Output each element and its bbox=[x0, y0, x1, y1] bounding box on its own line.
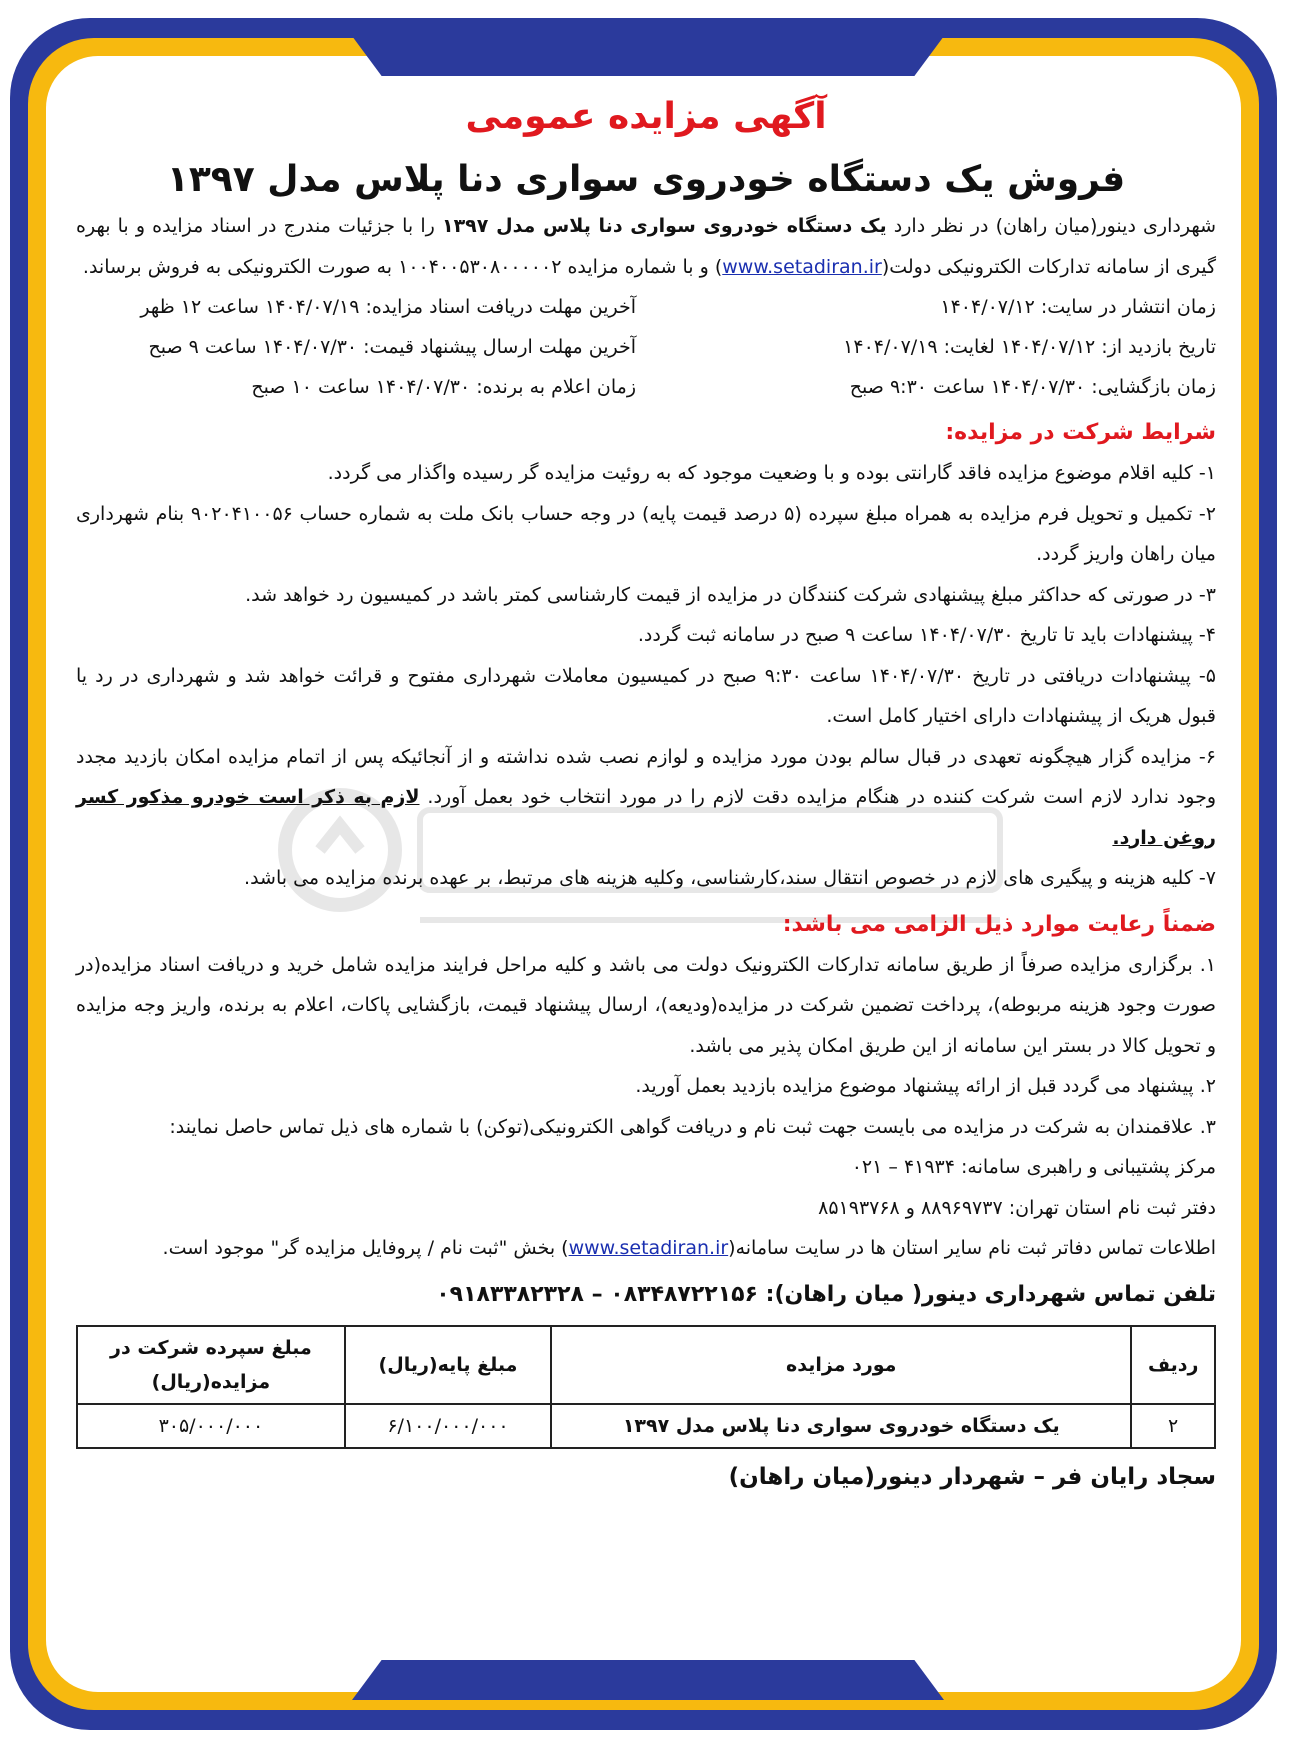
condition-6-text: ۶- مزایده گزار هیچگونه تعهدی در قبال سالم بودن مورد مزایده و لوازم نصب شده نداشته و از آنجائیکه پس از اتمام مزایده امکان بازدید مجدد وجود ندارد لازم است شرکت کننده در هنگام مزایده دقت لازم را در مورد انتخاب خود بعمل آورد. bbox=[76, 745, 1216, 808]
cell-deposit: ۳۰۵/۰۰۰/۰۰۰ bbox=[77, 1404, 345, 1448]
header-row-number: ردیف bbox=[1131, 1326, 1215, 1404]
table-row bbox=[77, 1404, 1215, 1448]
cell-base-price: ۶/۱۰۰/۰۰۰/۰۰۰ bbox=[345, 1404, 551, 1448]
notes-heading: ضمناً رعایت موارد ذیل الزامی می باشد: bbox=[782, 911, 1216, 937]
intro-item: یک دستگاه خودروی سواری دنا پلاس مدل ۱۳۹۷ bbox=[441, 215, 887, 237]
condition-7: ۷- کلیه هزینه و پیگیری های لازم در خصوص انتقال سند،کارشناسی، وکلیه هزینه های مرتبط، بر عهده برنده مزایده می باشد. bbox=[244, 867, 1216, 889]
intro-text-2: را با جزئیات مندرج در اسناد مزایده و با بهره گیری از سامانه تدارکات الکترونیکی دولت( bbox=[76, 215, 1216, 278]
other-provinces bbox=[76, 1228, 1216, 1269]
header-item: مورد مزایده bbox=[551, 1326, 1131, 1404]
other-text-1: اطلاعات تماس دفاتر ثبت نام سایر استان ها در سایت سامانه( bbox=[728, 1237, 1216, 1259]
note-2: ۲. پیشنهاد می گردد قبل از ارائه پیشنهاد موضوع مزایده بازدید بعمل آورید. bbox=[635, 1075, 1216, 1097]
note-1: ۱. برگزاری مزایده صرفاً از طریق سامانه تدارکات الکترونیک دولت می باشد و کلیه مراحل فرایند مزایده شامل خرید و دریافت اسناد مزایده(در صورت وجود هزینه مربوطه)، پرداخت تضمین شرکت در مزایده(ودیعه)، ارسال پیشنهاد قیمت، بازگشایی پاکات، اعلام به برنده، واریز وجه مزایده و تحویل کالا در بستر این سامانه از این طریق امکان پذیر می باشد. bbox=[76, 953, 1216, 1057]
table-header-row bbox=[77, 1326, 1215, 1404]
visit-dates: تاریخ بازدید از: ۱۴۰۴/۰۷/۱۲ لغایت: ۱۴۰۴/۰۷/۱۹ bbox=[843, 336, 1216, 358]
condition-2: ۲- تکمیل و تحویل فرم مزایده به همراه مبلغ سپرده (۵ درصد قیمت پایه) در وجه حساب بانک ملت به شماره حساب ۹۰۲۰۴۱۰۰۵۶ بنام شهرداری میان راهان واریز گردد. bbox=[76, 502, 1216, 565]
condition-3: ۳- در صورتی که حداکثر مبلغ پیشنهادی شرکت کنندگان در مزایده از قیمت کارشناسی کمتر باشد در کمیسیون رد خواهد شد. bbox=[245, 583, 1216, 606]
auction-table bbox=[76, 1325, 1216, 1449]
condition-6 bbox=[76, 737, 1216, 859]
page-title: آگهی مزایده عمومی bbox=[465, 96, 827, 137]
docs-deadline: آخرین مهلت دریافت اسناد مزایده: ۱۴۰۴/۰۷/۱۹ ساعت ۱۲ ظهر bbox=[140, 296, 636, 318]
contact-phone: تلفن تماس شهرداری دینور( میان راهان): ۰۸۳۴۸۷۲۲۱۵۶ – ۰۹۱۸۳۳۸۲۳۲۸ bbox=[436, 1281, 1216, 1307]
frame-top-tab bbox=[352, 36, 944, 76]
intro-text-1: شهرداری دینور(میان راهان) در نظر دارد bbox=[886, 215, 1216, 237]
note-3: ۳. علاقمندان به شرکت در مزایده می بایست جهت ثبت نام و دریافت گواهی الکترونیکی(توکن) با شماره های ذیل تماس حاصل نمایند: bbox=[169, 1115, 1216, 1138]
publish-date: زمان انتشار در سایت: ۱۴۰۴/۰۷/۱۲ bbox=[940, 296, 1216, 318]
condition-4: ۴- پیشنهادات باید تا تاریخ ۱۴۰۴/۰۷/۳۰ ساعت ۹ صبح در سامانه ثبت گردد. bbox=[637, 624, 1216, 646]
support-center: مرکز پشتیبانی و راهبری سامانه: ۴۱۹۳۴ – ۰۲۱ bbox=[851, 1156, 1216, 1178]
cell-item: یک دستگاه خودروی سواری دنا پلاس مدل ۱۳۹۷ bbox=[551, 1404, 1131, 1448]
condition-1: ۱- کلیه اقلام موضوع مزایده فاقد گارانتی بوده و با وضعیت موجود که به روئیت مزایده گر رسیده واگذار می گردد. bbox=[327, 462, 1216, 484]
cell-row-number: ۲ bbox=[1131, 1404, 1215, 1448]
tehran-office: دفتر ثبت نام استان تهران: ۸۸۹۶۹۷۳۷ و ۸۵۱۹۳۷۶۸ bbox=[818, 1196, 1216, 1219]
opening-date: زمان بازگشایی: ۱۴۰۴/۰۷/۳۰ ساعت ۹:۳۰ صبح bbox=[849, 376, 1216, 398]
other-text-2: ) بخش "ثبت نام / پروفایل مزایده گر" موجود است. bbox=[162, 1237, 569, 1259]
header-deposit: مبلغ سپرده شرکت در مزایده(ریال) bbox=[77, 1326, 345, 1404]
header-base-price: مبلغ پایه(ریال) bbox=[345, 1326, 551, 1404]
condition-6-oil-note: لازم به ذکر است خودرو مذکور کسر روغن دارد. bbox=[76, 786, 1216, 849]
condition-5: ۵- پیشنهادات دریافتی در تاریخ ۱۴۰۴/۰۷/۳۰ ساعت ۹:۳۰ صبح در کمیسیون معاملات شهرداری مفتوح و قرائت خواهد شد و شهرداری در رد یا قبول هریک از پیشنهادات دارای اختیار کامل است. bbox=[76, 664, 1216, 727]
setadiran-link[interactable]: www.setadiran.ir bbox=[722, 255, 882, 278]
bid-deadline: آخرین مهلت ارسال پیشنهاد قیمت: ۱۴۰۴/۰۷/۳۰ ساعت ۹ صبح bbox=[148, 336, 636, 358]
intro-text-3: ) و با شماره مزایده ۱۰۰۴۰۰۵۳۰۸۰۰۰۰۰۲ به صورت الکترونیکی به فروش برساند. bbox=[82, 255, 723, 278]
page-subtitle: فروش یک دستگاه خودروی سواری دنا پلاس مدل ۱۳۹۷ bbox=[166, 159, 1126, 200]
intro-paragraph bbox=[76, 206, 1216, 287]
announcement-content bbox=[76, 86, 1216, 1686]
dates-grid bbox=[76, 287, 1216, 407]
conditions-heading: شرایط شرکت در مزایده: bbox=[945, 420, 1216, 445]
winner-date: زمان اعلام به برنده: ۱۴۰۴/۰۷/۳۰ ساعت ۱۰ صبح bbox=[251, 376, 636, 398]
signature: سجاد رایان فر – شهردار دینور(میان راهان) bbox=[728, 1463, 1216, 1490]
setadiran-link-2[interactable]: www.setadiran.ir bbox=[568, 1237, 729, 1259]
